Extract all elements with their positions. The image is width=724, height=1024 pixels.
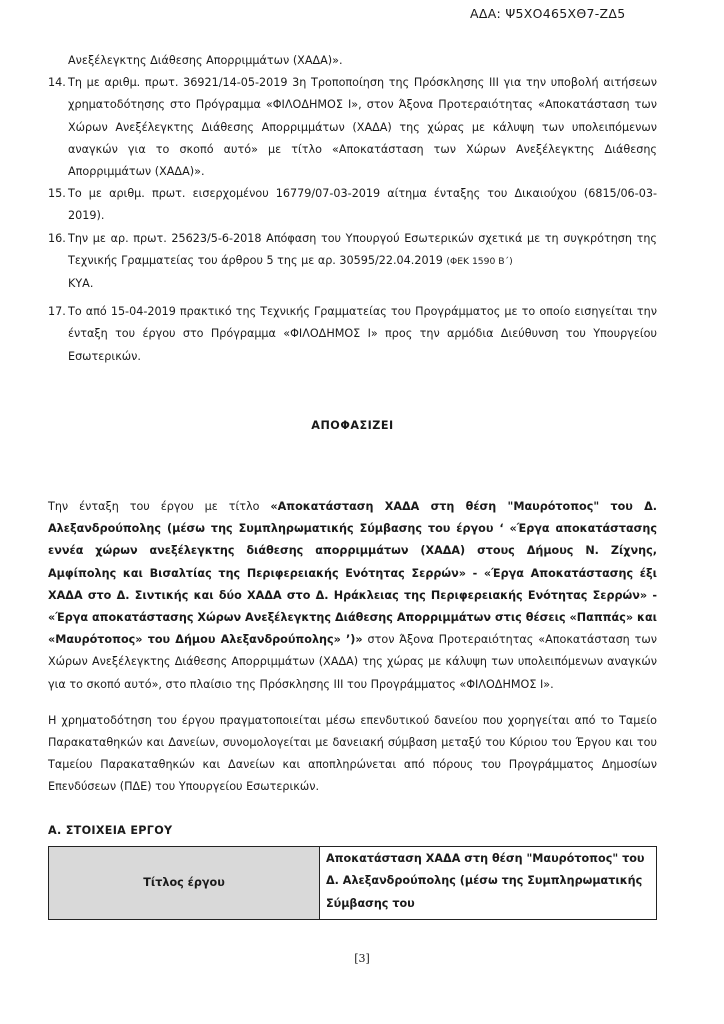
project-title-bold: «Αποκατάσταση ΧΑΔΑ στη θέση "Μαυρότοπος" του Δ. Αλεξανδρούπολης (μέσω της Συμπληρωματικής Σύμβασης του έργου ‘ «Έργα αποκατάστασης εννέα χώρων ανεξέλεγκτης διάθεσης απορριμμάτων (ΧΑΔΑ) στους Δήμους Ν. Ζίχνης, Αμφίπολης και Βισαλτίας της Περιφερειακής Ενότητας Σερρών» - «Έργα Αποκατάστασης έξι ΧΑΔΑ στο Δ. Σιντικής και δύο ΧΑΔΑ στο Δ. Ηράκλειας της Περιφερειακής Ενότητας Σερρών» - «Έργα αποκατάστασης Χώρων Ανεξέλεγκτης Διάθεσης Απορριμμάτων στις θέσεις «Παππάς» και «Μαυρότοπος» του Δήμου Αλεξανδρούπολης» ’)» xyxy=(48,500,657,647)
decision-paragraph-1 xyxy=(48,496,657,696)
list-item-17 xyxy=(48,301,657,368)
table-value-cell: Αποκατάσταση ΧΑΔΑ στη θέση "Μαυρότοπος" του Δ. Αλεξανδρούπολης (μέσω της Συμπληρωματικής Σύμβασης του xyxy=(320,846,657,920)
list-item-number: 15. xyxy=(48,187,66,201)
list-item-text: Το από 15-04-2019 πρακτικό της Τεχνικής Γραμματείας του Προγράμματος με το οποίο εισηγείται την ένταξη του έργου στο Πρόγραμμα «ΦΙΛΟΔΗΜΟΣ Ι» προς την αρμόδια Διεύθυνση του Υπουργείου Εσωτερικών. xyxy=(68,305,657,363)
list-item-15 xyxy=(48,183,657,227)
ada-code: ΑΔΑ: Ψ5ΧΟ465ΧΘ7-ΖΔ5 xyxy=(470,6,626,21)
paragraph-prefix: Την ένταξη του έργου με τίτλο xyxy=(48,500,271,514)
list-continuation: Ανεξέλεγκτης Διάθεσης Απορριμμάτων (ΧΑΔΑ)». xyxy=(68,54,343,67)
list-item-text: Την με αρ. πρωτ. 25623/5-6-2018 Απόφαση του Υπουργού Εσωτερικών σχετικά με τη συγκρότηση της Τεχνικής Γραμματείας του άρθρου 5 της με αρ. 30595/22.04.2019 xyxy=(68,231,657,267)
paragraph-suffix: στον Άξονα Προτεραιότητας «Αποκατάσταση των Χώρων Ανεξέλεγκτης Διάθεσης Απορριμμάτων (ΧΑΔΑ) της χώρας με κάλυψη των υπολειπόμενων αναγκών για το σκοπό αυτό», στο πλαίσιο της Πρόσκλησης ΙΙΙ του Προγράμματος «ΦΙΛΟΔΗΜΟΣ Ι». xyxy=(48,633,657,691)
decision-paragraph-2: Η χρηματοδότηση του έργου πραγματοποιείται μέσω επενδυτικού δανείου που χορηγείται από το Ταμείο Παρακαταθηκών και Δανείων, συνομολογείται με δανειακή σύμβαση μεταξύ του Κύριου του Έργου και του Ταμείου Παρακαταθηκών και Δανείων και αποπληρώνεται από πόρους του Προγράμματος Δημοσίων Επενδύσεων (ΠΔΕ) του Υπουργείου Εσωτερικών. xyxy=(48,713,657,794)
page-number: [3] xyxy=(354,952,370,965)
section-a-heading: Α. ΣΤΟΙΧΕΙΑ ΕΡΓΟΥ xyxy=(48,823,173,837)
list-item-number: 14. xyxy=(48,76,66,90)
list-item-text: Τη με αριθμ. πρωτ. 36921/14-05-2019 3η Τροποποίηση της Πρόσκλησης ΙΙΙ για την υποβολή αιτήσεων χρηματοδότησης στο Πρόγραμμα «ΦΙΛΟΔΗΜΟΣ Ι», στον Άξονα Προτεραιότητας «Αποκατάσταση των Χώρων Ανεξέλεγκτης Διάθεσης Απορριμμάτων (ΧΑΔΑ) της χώρας με κάλυψη των υπολειπόμενων αναγκών για το σκοπό αυτό» με τίτλο «Αποκατάσταση των Χώρων Ανεξέλεγκτης Διάθεσης Απορριμμάτων (ΧΑΔΑ)». xyxy=(68,76,657,179)
table-label-cell: Τίτλος έργου xyxy=(49,846,320,920)
project-info-table xyxy=(48,846,657,921)
list-item-16 xyxy=(48,228,657,296)
list-item-tail: ΚΥΑ. xyxy=(68,277,94,291)
list-item-number: 16. xyxy=(48,231,66,245)
list-item-14 xyxy=(48,72,657,183)
document-body xyxy=(48,50,657,920)
list-item-text: Το με αριθμ. πρωτ. εισερχομένου 16779/07-03-2019 αίτημα ένταξης του Δικαιούχου (6815/06-03-2019). xyxy=(68,187,657,223)
list-item-number: 17. xyxy=(48,305,66,319)
fek-reference: (ΦΕΚ 1590 Β΄) xyxy=(446,255,513,267)
table-row xyxy=(49,846,657,920)
decision-title: ΑΠΟΦΑΣΙΖΕΙ xyxy=(311,418,394,432)
